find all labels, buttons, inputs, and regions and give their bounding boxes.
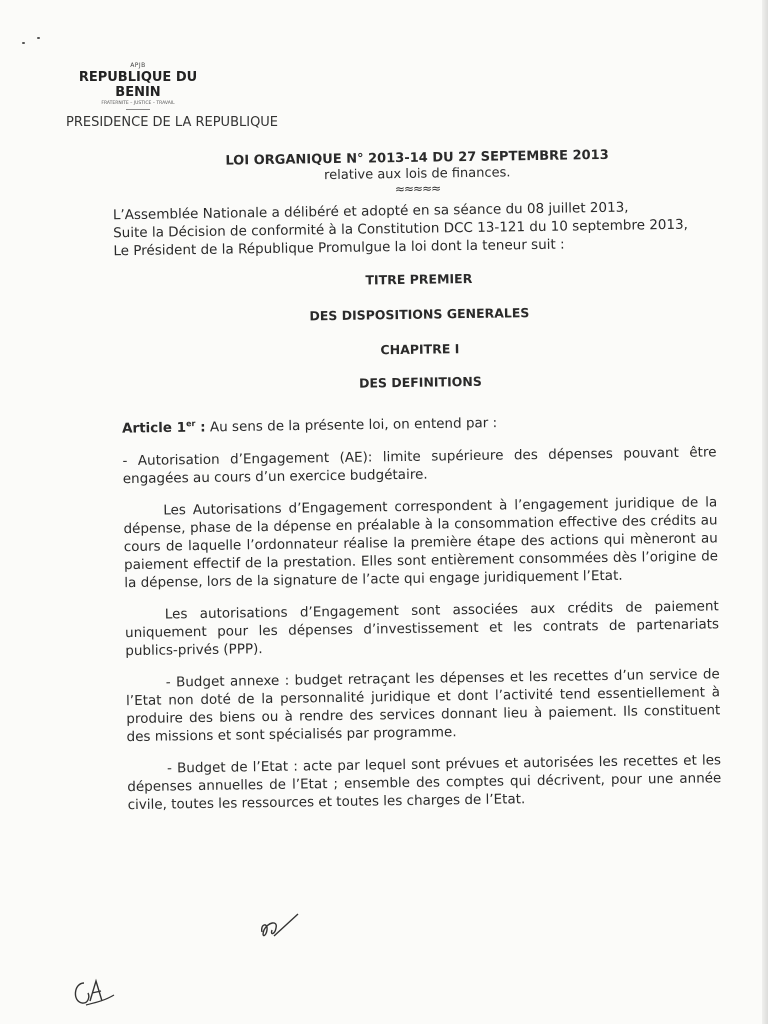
article-colon: : bbox=[195, 419, 206, 436]
article-intro-text: Au sens de la présente loi, on entend par : bbox=[205, 415, 498, 436]
definition-budget-etat: - Budget de l’Etat : acte par lequel sont prévues et autorisées les recettes et les dépenses annuelles de l’Etat ; ensemble des comptes qui décrivent, pour une année civile, toutes les ressources et toutes les charges de l’Etat. bbox=[127, 751, 722, 813]
republic-name: REPUBLIQUE DU BENIN bbox=[78, 70, 198, 100]
chapitre-name-heading: DES DEFINITIONS bbox=[358, 373, 482, 391]
law-subtitle: relative aux lois de finances. bbox=[324, 165, 511, 184]
definition-ae-ppp: Les autorisations d’Engagement sont associées aux crédits de paiement uniquement pour les dépenses d’investissement et les contrats de partenariats publics-privés (PPP). bbox=[124, 597, 720, 659]
title-separator: ≈≈≈≈≈ bbox=[394, 181, 441, 197]
definition-budget-annexe: - Budget annexe : budget retraçant les dépenses et les recettes d’un service de l’Etat non doté de la personnalité juridique et dont l’activité tend essentiellement à produire des biens ou à rendre des services donnant lieu à paiement. Ils constituent des missions et sont spécialisés par programme. bbox=[125, 665, 721, 745]
article-superscript: er bbox=[185, 419, 196, 429]
chapitre-heading: CHAPITRE I bbox=[380, 341, 460, 358]
scan-speck bbox=[37, 37, 40, 39]
law-title: LOI ORGANIQUE N° 2013-14 DU 27 SEPTEMBRE 2013 bbox=[225, 147, 609, 169]
article-label: Article 1 bbox=[121, 419, 187, 437]
article-1-intro bbox=[66, 407, 716, 438]
initials-mark-icon bbox=[70, 975, 120, 1011]
scan-speck bbox=[22, 42, 25, 44]
preamble-promulgation: Le Président de la République Promulgue la loi dont la teneur suit : bbox=[113, 236, 565, 260]
preamble-decision: Suite la Décision de conformité à la Constitution DCC 13-121 du 10 septembre 2013, bbox=[113, 216, 689, 242]
titre-heading: TITRE PREMIER bbox=[365, 270, 473, 288]
definition-ae-detail: Les Autorisations d’Engagement correspondent à l’engagement juridique de la dépense, phase de la dépense en préalable à la consommation effective des crédits au cours de laquelle l’ordonnateur réalise la première étape des actions qui mèneront au paiement effectif de la prestation. Elles sont entièrement consommées dès l’origine de la dépense, lors de la signature de l’acte qui engage juridiquement l’Etat. bbox=[123, 493, 719, 591]
definition-ae: - Autorisation d’Engagement (AE): limite supérieure des dépenses pouvant être engagées au cours d’un exercice budgétaire. bbox=[122, 443, 717, 487]
letterhead-divider bbox=[126, 109, 150, 110]
national-motto: FRATERNITE – JUSTICE – TRAVAIL bbox=[101, 101, 175, 106]
document-body bbox=[62, 146, 722, 814]
presidence-label: PRESIDENCE DE LA REPUBLIQUE bbox=[66, 115, 279, 130]
signature-mark-icon bbox=[258, 910, 304, 944]
scan-edge bbox=[762, 0, 768, 1024]
letterhead-acronym: APJB bbox=[130, 62, 146, 69]
preamble-assembly: L’Assemblée Nationale a délibéré et adopté en sa séance du 08 juillet 2013, bbox=[112, 199, 629, 224]
letterhead bbox=[58, 62, 218, 110]
titre-name-heading: DES DISPOSITIONS GENERALES bbox=[309, 305, 530, 324]
